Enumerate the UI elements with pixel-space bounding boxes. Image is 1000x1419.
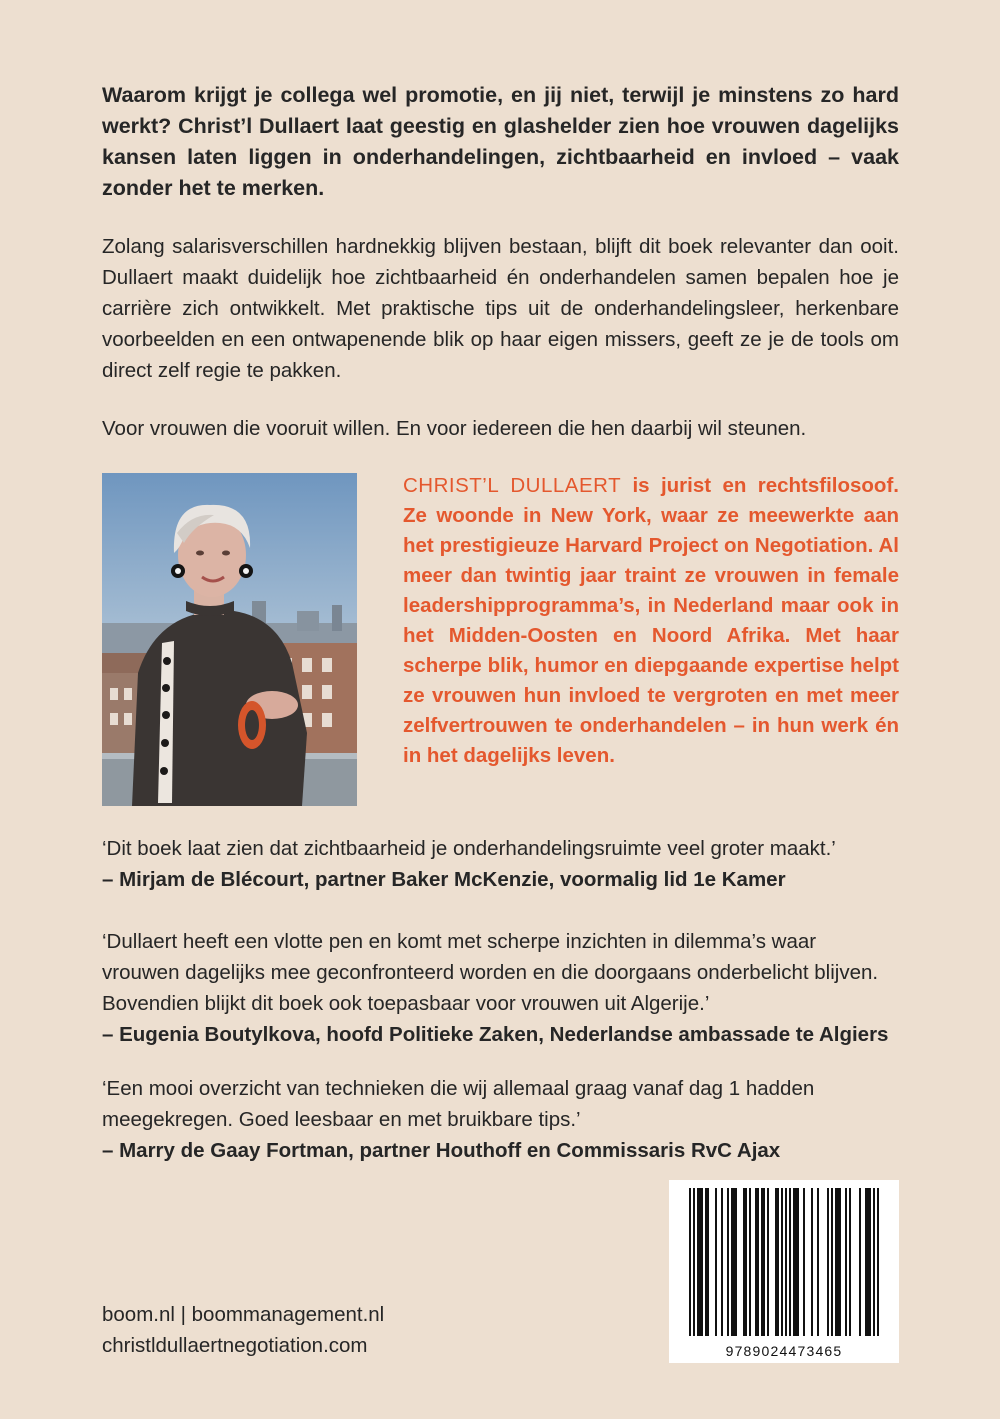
- endorsement-quote: [102, 926, 899, 1050]
- barcode-bar: [743, 1188, 745, 1336]
- endorsement-quote: [102, 833, 899, 895]
- barcode-bar: [845, 1188, 847, 1336]
- barcode-bar: [817, 1188, 819, 1336]
- quote-text: ‘Een mooi overzicht van technieken die wij allemaal graag vanaf dag 1 hadden meegekregen. Goed leesbaar en met bruikbare tips.’: [102, 1077, 815, 1131]
- barcode-bar: [689, 1188, 691, 1336]
- barcode-bar: [707, 1188, 709, 1336]
- barcode-bar: [693, 1188, 695, 1336]
- publisher-link[interactable]: boom.nl | boommanagement.nl: [102, 1303, 385, 1326]
- barcode-bar: [795, 1188, 797, 1336]
- barcode-bar: [837, 1188, 839, 1336]
- quote-text: ‘Dit boek laat zien dat zichtbaarheid je onderhandelingsruimte veel groter maakt.’: [102, 837, 836, 860]
- description-paragraph: Zolang salarisverschillen hardnekkig blijven bestaan, blijft dit boek relevanter dan ooit. Dullaert maakt duidelijk hoe zichtbaarheid én onderhandelen samen bepalen hoe je carrière zich ontwikkelt. Met praktische tips uit de onderhandelingsleer, herkenbare voorbeelden en een ontwapenende blik op haar eigen missers, geeft ze je de tools om direct zelf regie te pakken.: [102, 235, 899, 382]
- barcode-bar: [735, 1188, 737, 1336]
- quote-author: – Eugenia Boutylkova, hoofd Politieke Zaken, Nederlandse ambassade te Algiers: [102, 1023, 889, 1046]
- barcode-number: 9789024473465: [725, 1343, 843, 1359]
- barcode-bar: [835, 1188, 837, 1336]
- author-photo: [102, 473, 357, 806]
- author-name: CHRIST’L DULLAERT: [403, 474, 622, 497]
- author-bio-text: is jurist en rechtsfilosoof. Ze woonde in New York, waar ze meewerkte aan het prestigieuze Harvard Project on Negotiation. Al meer dan twintig jaar traint ze vrouwen in female leadershipprogramma’s, in Nederland maar ook in het Midden-Oosten en Noord Afrika. Met haar scherpe blik, humor en diepgaande expertise helpt ze vrouwen hun invloed te vergroten en met meer zelfvertrouwen te onderhandelen – in hun werk én in het dagelijks leven.: [403, 474, 899, 767]
- barcode-bar: [781, 1188, 783, 1336]
- barcode-bar: [761, 1188, 763, 1336]
- barcode-bar: [797, 1188, 799, 1336]
- barcode-bar: [763, 1188, 765, 1336]
- barcode-bar: [767, 1188, 769, 1336]
- barcode-bar: [715, 1188, 717, 1336]
- barcode-bar: [777, 1188, 779, 1336]
- barcode-bar: [727, 1188, 729, 1336]
- quote-author: – Marry de Gaay Fortman, partner Houthoff en Commissaris RvC Ajax: [102, 1139, 781, 1162]
- quote-text: ‘Dullaert heeft een vlotte pen en komt met scherpe inzichten in dilemma’s waar vrouwen dagelijks mee geconfronteerd worden en die doorgaans onderbelicht blijven. Bovendien blijkt dit boek ook toepasbaar voor vrouwen uit Algerije.’: [102, 930, 879, 1015]
- barcode-bar: [749, 1188, 751, 1336]
- barcode-bar: [755, 1188, 757, 1336]
- barcode-bar: [745, 1188, 747, 1336]
- intro-paragraph: Waarom krijgt je collega wel promotie, en jij niet, terwijl je minstens zo hard werkt? Christ’l Dullaert laat geestig en glashelder zien hoe vrouwen dagelijks kansen laten liggen in onderhandelingen, zichtbaarheid en invloed – vaak zonder het te merken.: [102, 83, 899, 200]
- quote-author: – Mirjam de Blécourt, partner Baker McKenzie, voormalig lid 1e Kamer: [102, 868, 786, 891]
- barcode-bar: [865, 1188, 867, 1336]
- barcode-bar: [873, 1188, 875, 1336]
- barcode-bar: [731, 1188, 733, 1336]
- barcode-bar: [877, 1188, 879, 1336]
- barcode-bar: [721, 1188, 723, 1336]
- barcode-bars: [689, 1188, 879, 1336]
- barcode-bar: [701, 1188, 703, 1336]
- barcode-bar: [697, 1188, 699, 1336]
- author-website-link[interactable]: christldullaertnegotiation.com: [102, 1334, 368, 1357]
- barcode-bar: [811, 1188, 813, 1336]
- endorsement-quote: [102, 1073, 899, 1166]
- footer-links: [102, 1299, 384, 1361]
- barcode: [669, 1180, 899, 1363]
- barcode-bar: [757, 1188, 759, 1336]
- barcode-bar: [785, 1188, 787, 1336]
- barcode-bar: [733, 1188, 735, 1336]
- barcode-bar: [699, 1188, 701, 1336]
- barcode-bar: [869, 1188, 871, 1336]
- barcode-bar: [831, 1188, 833, 1336]
- barcode-bar: [839, 1188, 841, 1336]
- barcode-bar: [789, 1188, 791, 1336]
- author-bio: [403, 471, 899, 771]
- barcode-bar: [849, 1188, 851, 1336]
- barcode-bar: [827, 1188, 829, 1336]
- barcode-bar: [705, 1188, 707, 1336]
- barcode-bar: [775, 1188, 777, 1336]
- target-audience-paragraph: Voor vrouwen die vooruit willen. En voor iedereen die hen daarbij wil steunen.: [102, 417, 807, 440]
- barcode-bar: [803, 1188, 805, 1336]
- barcode-bar: [867, 1188, 869, 1336]
- barcode-bar: [793, 1188, 795, 1336]
- barcode-bar: [859, 1188, 861, 1336]
